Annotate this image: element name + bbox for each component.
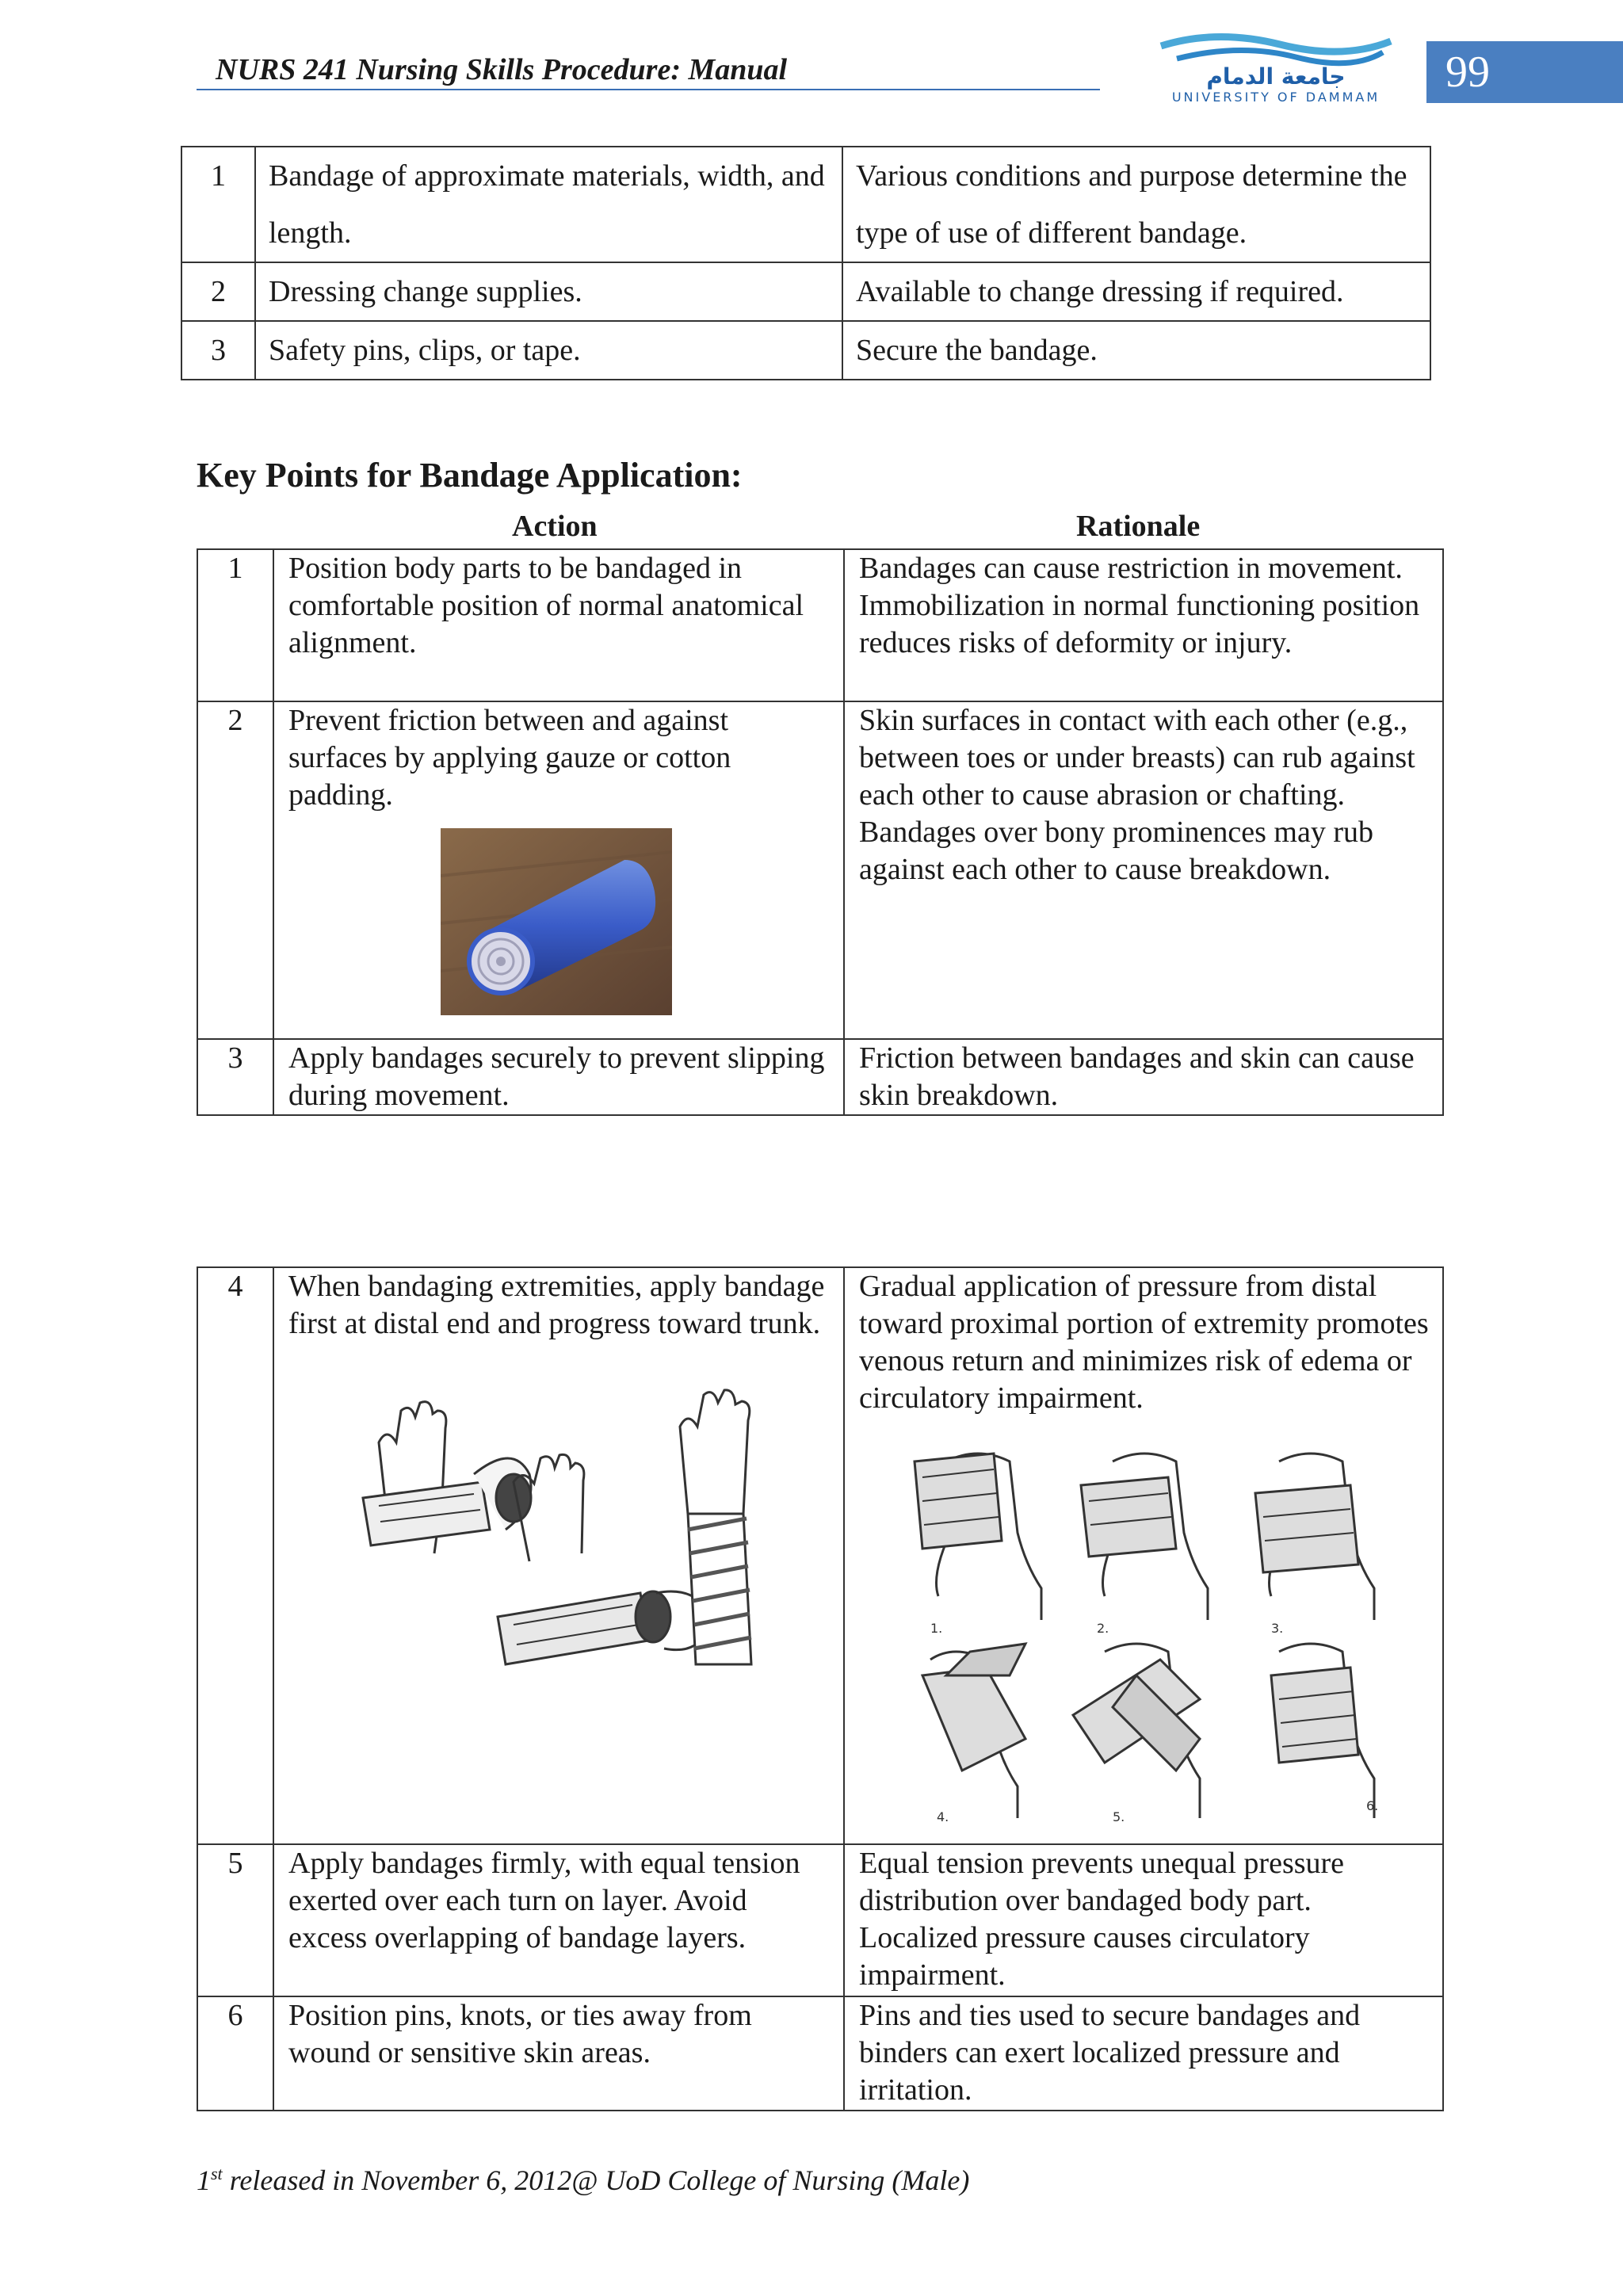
- equipment-table: [181, 146, 1431, 380]
- action-text: Prevent friction between and against surfaces by applying gauze or cotton padding.: [288, 704, 731, 812]
- rationale-text: Gradual application of pressure from distal toward proximal portion of extremity promotes venous return and minimizes risk of edema or circulatory impairment.: [859, 1270, 1429, 1415]
- table-row: [197, 549, 1443, 701]
- hand-wrap-figure-3: [680, 1390, 751, 1664]
- row-number: 3: [181, 321, 255, 380]
- equipment-rationale: Secure the bandage.: [842, 321, 1430, 380]
- page-number: 99: [1426, 41, 1623, 103]
- foot-figure-2: [1081, 1454, 1208, 1636]
- hand-bandaging-illustration: [355, 1379, 799, 1696]
- hand-wrap-figure-1: [363, 1402, 531, 1553]
- table-row: [197, 1996, 1443, 2111]
- action-cell: [273, 701, 844, 1039]
- figure-label: 4.: [937, 1809, 949, 1824]
- figure-label: 5.: [1113, 1809, 1125, 1824]
- table-row: [197, 701, 1443, 1039]
- foot-figure-4: [922, 1644, 1025, 1824]
- row-number: 1: [181, 147, 255, 262]
- action-text: Position pins, knots, or ties away from wound or sensitive skin areas.: [273, 1996, 844, 2111]
- padding-roll-image: [441, 828, 672, 1015]
- page-header-title: NURS 241 Nursing Skills Procedure: Manual: [216, 53, 788, 86]
- row-number: 5: [197, 1844, 273, 1996]
- equipment-item: Dressing change supplies.: [255, 262, 842, 321]
- table-row: [197, 1844, 1443, 1996]
- key-points-table: [197, 548, 1444, 1116]
- rationale-text: Bandages can cause restriction in movement. Immobilization in normal functioning position reduces risks of deformity or injury.: [844, 549, 1443, 701]
- equipment-item: Bandage of approximate materials, width, and length.: [255, 147, 842, 262]
- row-number: 6: [197, 1996, 273, 2111]
- action-text: When bandaging extremities, apply bandage first at distal end and progress toward trunk.: [288, 1270, 825, 1340]
- section-title: Key Points for Bandage Application:: [197, 456, 743, 495]
- row-number: 3: [197, 1039, 273, 1115]
- rationale-text: Equal tension prevents unequal pressure distribution over bandaged body part. Localized pressure causes circulatory impairment.: [844, 1844, 1443, 1996]
- figure-label: 6.: [1366, 1798, 1379, 1813]
- foot-figure-3: [1255, 1454, 1374, 1636]
- figure-label: 2.: [1097, 1621, 1109, 1636]
- table-row: [181, 147, 1430, 262]
- rationale-text: Pins and ties used to secure bandages and binders can exert localized pressure and irritation.: [844, 1996, 1443, 2111]
- action-cell: [273, 1267, 844, 1844]
- logo-english-text: UNIVERSITY OF DAMMAM: [1171, 90, 1381, 105]
- foot-figure-5: [1073, 1644, 1200, 1824]
- row-number: 4: [197, 1267, 273, 1844]
- figure-label: 1.: [930, 1621, 943, 1636]
- rationale-cell: [844, 1267, 1443, 1844]
- header-rule: [197, 89, 1100, 90]
- foot-figure-1: [915, 1454, 1041, 1636]
- table-row: [181, 321, 1430, 380]
- column-header-action: Action: [512, 510, 598, 543]
- foot-bandaging-illustration: [899, 1438, 1406, 1826]
- key-points-table-continued: [197, 1266, 1444, 2111]
- university-logo: [1129, 32, 1399, 107]
- equipment-rationale: Available to change dressing if required.: [842, 262, 1430, 321]
- column-header-rationale: Rationale: [1076, 510, 1201, 543]
- rationale-text: Skin surfaces in contact with each other (e.g., between toes or under breasts) can rub against each other to cause abrasion or chafting. Bandages over bony prominences may rub against each other to cause breakdown.: [844, 701, 1443, 1039]
- equipment-item: Safety pins, clips, or tape.: [255, 321, 842, 380]
- figure-label: 3.: [1271, 1621, 1284, 1636]
- footer-number: 1: [197, 2164, 211, 2196]
- rationale-text: Friction between bandages and skin can cause skin breakdown.: [844, 1039, 1443, 1115]
- action-text: Position body parts to be bandaged in comfortable position of normal anatomical alignment.: [273, 549, 844, 701]
- table-row: [181, 262, 1430, 321]
- logo-arabic-text: جامعة الدمام: [1206, 63, 1346, 90]
- foot-figure-6: [1271, 1644, 1378, 1818]
- page-footer: [197, 2164, 969, 2197]
- action-text: Apply bandages securely to prevent slipping during movement.: [273, 1039, 844, 1115]
- row-number: 2: [181, 262, 255, 321]
- row-number: 2: [197, 701, 273, 1039]
- equipment-rationale: Various conditions and purpose determine the type of use of different bandage.: [842, 147, 1430, 262]
- footer-superscript: st: [211, 2164, 223, 2183]
- action-text: Apply bandages firmly, with equal tension exerted over each turn on layer. Avoid excess overlapping of bandage layers.: [273, 1844, 844, 1996]
- row-number: 1: [197, 549, 273, 701]
- table-row: [197, 1039, 1443, 1115]
- footer-text: released in November 6, 2012@ UoD College of Nursing (Male): [222, 2164, 970, 2196]
- table-row: [197, 1267, 1443, 1844]
